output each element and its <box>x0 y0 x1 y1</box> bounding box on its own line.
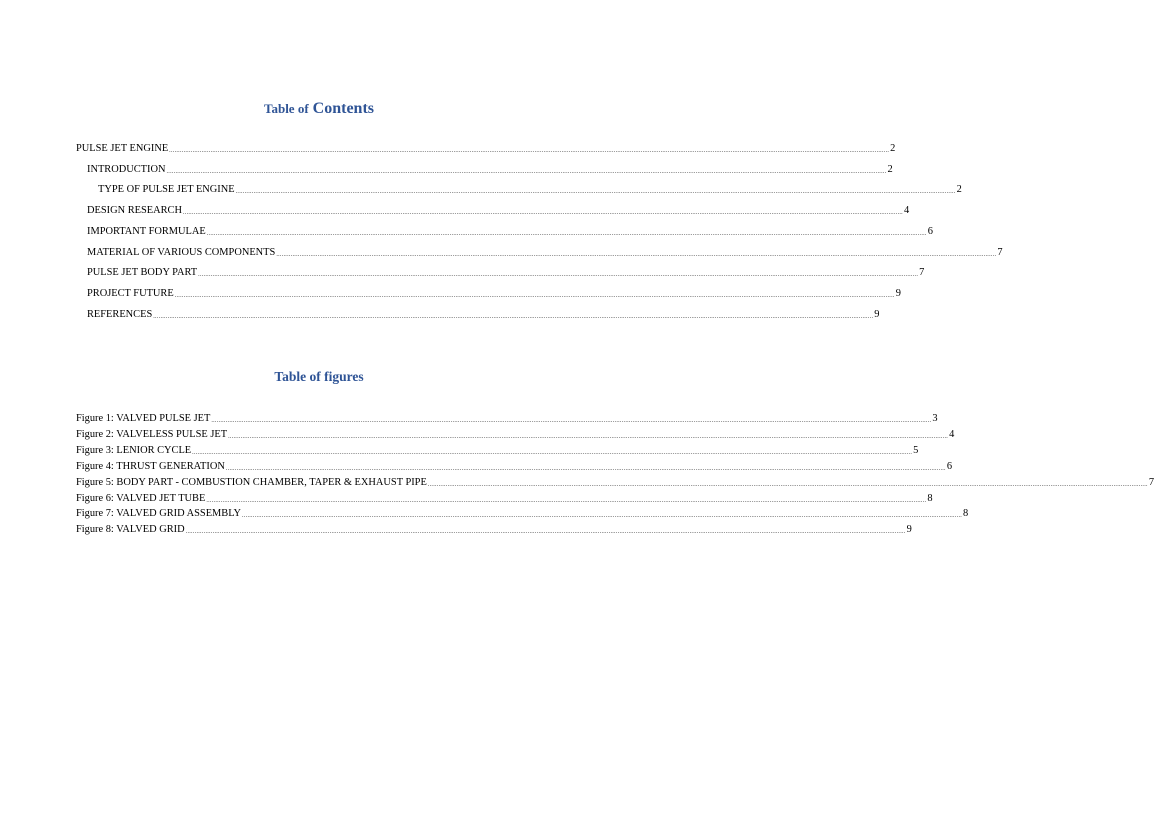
leader-dots: ................................................................................................................................................................................................................................................................................................................................................................................................................ <box>427 482 1148 488</box>
toc-entry-page: 2 <box>887 164 893 175</box>
toc-entry-important-formulae[interactable] <box>87 224 933 238</box>
toc-entry-project-future[interactable] <box>87 286 901 300</box>
toc-title-part1: Table of <box>263 101 309 116</box>
leader-dots: ................................................................................................................................................................................................................................................................................................................................................................................................................ <box>166 169 887 175</box>
leader-dots: ................................................................................................................................................................................................................................................................................................................................................................................................................ <box>182 210 903 216</box>
toc-entry-pulse-jet-engine[interactable] <box>76 141 896 155</box>
leader-dots: ................................................................................................................................................................................................................................................................................................................................................................................................................ <box>206 231 927 237</box>
toc-entry-references[interactable] <box>87 307 880 321</box>
leader-dots: ................................................................................................................................................................................................................................................................................................................................................................................................................ <box>211 418 932 424</box>
figure-entry-label: Figure 1: VALVED PULSE JET <box>76 413 211 424</box>
leader-dots: ................................................................................................................................................................................................................................................................................................................................................................................................................ <box>206 498 927 504</box>
toc-entry-label: INTRODUCTION <box>87 164 166 175</box>
figures-title: Table of figures <box>274 369 364 384</box>
toc-entry-page: 7 <box>997 247 1003 258</box>
leader-dots: ................................................................................................................................................................................................................................................................................................................................................................................................................ <box>185 529 906 535</box>
figure-entry-8[interactable] <box>76 522 912 536</box>
toc-entry-label: IMPORTANT FORMULAE <box>87 226 206 237</box>
figure-entry-2[interactable] <box>76 427 955 441</box>
toc-entry-label: TYPE OF PULSE JET ENGINE <box>98 184 235 195</box>
toc-entry-page: 2 <box>890 143 896 154</box>
figure-entry-label: Figure 2: VALVELESS PULSE JET <box>76 429 228 440</box>
toc-entry-page: 9 <box>895 288 901 299</box>
leader-dots: ................................................................................................................................................................................................................................................................................................................................................................................................................ <box>174 293 895 299</box>
figure-entry-page: 5 <box>913 445 919 456</box>
leader-dots: ................................................................................................................................................................................................................................................................................................................................................................................................................ <box>276 252 997 258</box>
toc-entry-label: PULSE JET BODY PART <box>87 267 198 278</box>
leader-dots: ................................................................................................................................................................................................................................................................................................................................................................................................................ <box>192 450 913 456</box>
figure-entry-4[interactable] <box>76 459 953 473</box>
figure-entry-label: Figure 7: VALVED GRID ASSEMBLY <box>76 508 242 519</box>
toc-title <box>0 100 638 118</box>
toc-entry-page: 4 <box>903 205 910 216</box>
toc-entry-introduction[interactable] <box>87 162 893 176</box>
leader-dots: ................................................................................................................................................................................................................................................................................................................................................................................................................ <box>225 466 946 472</box>
toc-entry-pulse-jet-body-part[interactable] <box>87 265 925 279</box>
toc-title-part2: Contents <box>312 100 374 117</box>
figure-entry-3[interactable] <box>76 443 919 457</box>
figure-entry-7[interactable] <box>76 506 969 520</box>
leader-dots: ................................................................................................................................................................................................................................................................................................................................................................................................................ <box>242 513 963 519</box>
figure-entry-label: Figure 8: VALVED GRID <box>76 524 185 535</box>
toc-entry-label: DESIGN RESEARCH <box>87 205 182 216</box>
figure-entry-label: Figure 3: LENIOR CYCLE <box>76 445 192 456</box>
toc-entry-label: PULSE JET ENGINE <box>76 143 169 154</box>
toc-entry-label: REFERENCES <box>87 309 153 320</box>
figure-entry-6[interactable] <box>76 491 933 505</box>
figure-entry-label: Figure 5: BODY PART - COMBUSTION CHAMBER, TAPER & EXHAUST PIPE <box>76 477 427 488</box>
figure-entry-page: 9 <box>906 524 912 535</box>
toc-entry-type-of-pulse-jet-engine[interactable] <box>98 182 962 196</box>
leader-dots: ................................................................................................................................................................................................................................................................................................................................................................................................................ <box>169 148 890 154</box>
toc-entry-label: MATERIAL OF VARIOUS COMPONENTS <box>87 247 276 258</box>
figure-entry-page: 3 <box>932 413 938 424</box>
figure-entry-label: Figure 4: THRUST GENERATION <box>76 461 225 472</box>
toc-entry-page: 2 <box>956 184 962 195</box>
leader-dots: ................................................................................................................................................................................................................................................................................................................................................................................................................ <box>153 314 874 320</box>
figure-entry-page: 8 <box>963 508 969 519</box>
toc-entry-label: PROJECT FUTURE <box>87 288 174 299</box>
leader-dots: ................................................................................................................................................................................................................................................................................................................................................................................................................ <box>235 189 956 195</box>
figure-entry-label: Figure 6: VALVED JET TUBE <box>76 493 206 504</box>
toc-entry-page: 9 <box>874 309 880 320</box>
leader-dots: ................................................................................................................................................................................................................................................................................................................................................................................................................ <box>228 434 949 440</box>
figure-entry-page: 7 <box>1148 477 1154 488</box>
figure-entry-1[interactable] <box>76 411 938 425</box>
leader-dots: ................................................................................................................................................................................................................................................................................................................................................................................................................ <box>198 272 919 278</box>
toc-entry-page: 7 <box>919 267 925 278</box>
toc-entry-design-research[interactable] <box>87 203 910 217</box>
toc-entry-page: 6 <box>927 226 933 237</box>
toc-entry-material-of-various-components[interactable] <box>87 245 1003 259</box>
figure-entry-page: 8 <box>927 493 933 504</box>
figure-entry-5[interactable] <box>76 475 1154 489</box>
figure-entry-page: 4 <box>949 429 955 440</box>
figure-entry-page: 6 <box>946 461 953 472</box>
